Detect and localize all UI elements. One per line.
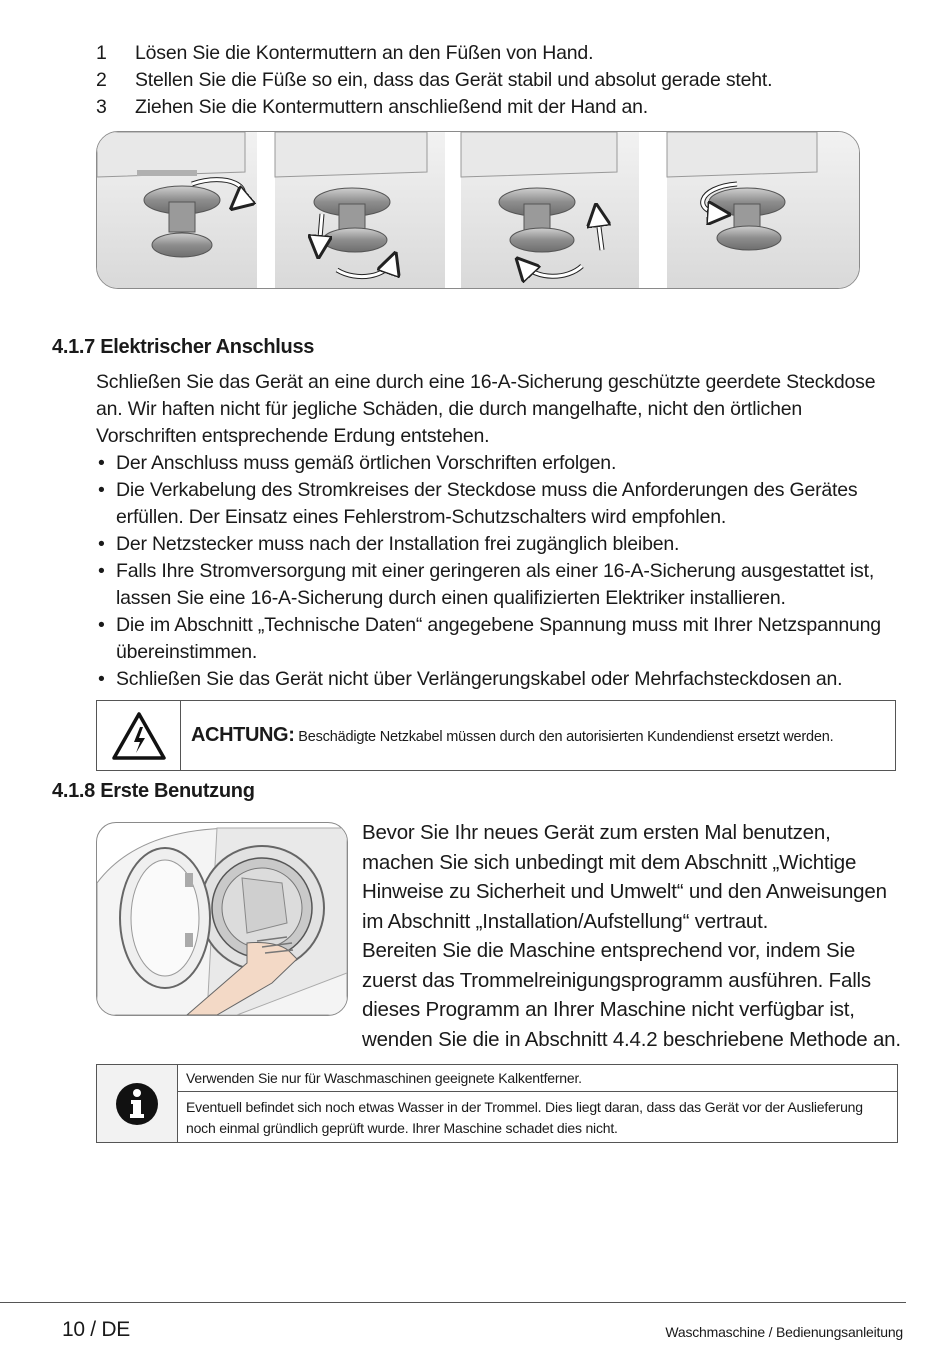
step-item: 2 Stellen Sie die Füße so ein, dass das Gerät stabil und absolut gerade steht. xyxy=(96,69,773,91)
section-heading-electrical: 4.1.7 Elektrischer Anschluss xyxy=(52,336,315,358)
first-use-paragraph-2: Bereiten Sie die Maschine entsprechend vor, indem Sie zuerst das Trommelreinigungsprogramm ausführen. Falls dieses Programm an Ihrer Maschine nicht verfügbar ist, wenden Sie die in Abschnitt 4.4.2 beschriebene Methode an. xyxy=(362,939,901,1051)
section-heading-first-use: 4.1.8 Erste Benutzung xyxy=(52,780,255,802)
foot-panel-3 xyxy=(461,132,639,288)
info-note-1: Verwenden Sie nur für Waschmaschinen geeignete Kalkentferner. xyxy=(178,1065,897,1092)
list-item: • Falls Ihre Stromversorgung mit einer geringeren als einer 16-A-Sicherung ausgestattet ist, lassen Sie eine 16-A-Sicherung durch einen qualifizierten Elektriker installieren. xyxy=(96,558,906,612)
info-icon xyxy=(97,1065,178,1142)
warning-label: ACHTUNG: xyxy=(191,724,295,746)
list-item: • Der Netzstecker muss nach der Installation frei zugänglich bleiben. xyxy=(96,531,906,558)
washer-door-illustration xyxy=(96,822,348,1016)
first-use-paragraph-1: Bevor Sie Ihr neues Gerät zum ersten Mal benutzen, machen Sie sich unbedingt mit dem Abschnitt „Wichtige Hinweise zu Sicherheit und Umwelt“ und den Anweisungen im Abschnitt „Installation/Aufstellung“ vertraut. xyxy=(362,821,887,933)
footer-divider xyxy=(0,1302,906,1303)
first-use-text xyxy=(362,818,907,1054)
warning-box xyxy=(96,700,896,771)
info-box xyxy=(96,1064,898,1143)
list-item: • Schließen Sie das Gerät nicht über Verlängerungskabel oder Mehrfachsteckdosen an. xyxy=(96,666,906,693)
foot-panel-4 xyxy=(667,132,859,288)
warning-text: Beschädigte Netzkabel müssen durch den autorisierten Kundendienst ersetzt werden. xyxy=(298,729,834,745)
feet-adjustment-illustration xyxy=(96,131,860,289)
list-item: • Die im Abschnitt „Technische Daten“ angegebene Spannung muss mit Ihrer Netzspannung übereinstimmen. xyxy=(96,612,906,666)
page-number: 10 / DE xyxy=(62,1318,130,1341)
list-item: • Der Anschluss muss gemäß örtlichen Vorschriften erfolgen. xyxy=(96,450,906,477)
electrical-intro: Schließen Sie das Gerät an eine durch eine 16-A-Sicherung geschützte geerdete Steckdose an. Wir haften nicht für jegliche Schäden, die durch mangelhafte, nicht den örtlichen Vorschriften entsprechende Erdung entstehen. xyxy=(96,371,876,447)
document-title: Waschmaschine / Bedienungsanleitung xyxy=(665,1324,903,1340)
info-note-2: Eventuell befindet sich noch etwas Wasser in der Trommel. Dies liegt daran, dass das Gerät vor der Auslieferung noch einmal gründlich geprüft wurde. Ihrer Maschine schadet dies nicht. xyxy=(186,1099,863,1136)
foot-panel-2 xyxy=(275,132,445,288)
step-item: 1 Lösen Sie die Kontermuttern an den Füßen von Hand. xyxy=(96,42,594,64)
step-item: 3 Ziehen Sie die Kontermuttern anschließend mit der Hand an. xyxy=(96,96,649,118)
list-item: • Die Verkabelung des Stromkreises der Steckdose muss die Anforderungen des Gerätes erfüllen. Der Einsatz eines Fehlerstrom-Schutzschalters wird empfohlen. xyxy=(96,477,906,531)
adjustment-steps xyxy=(96,40,916,121)
high-voltage-warning-icon xyxy=(97,701,181,770)
foot-panel-1 xyxy=(97,132,257,288)
electrical-bullet-list xyxy=(96,450,906,693)
